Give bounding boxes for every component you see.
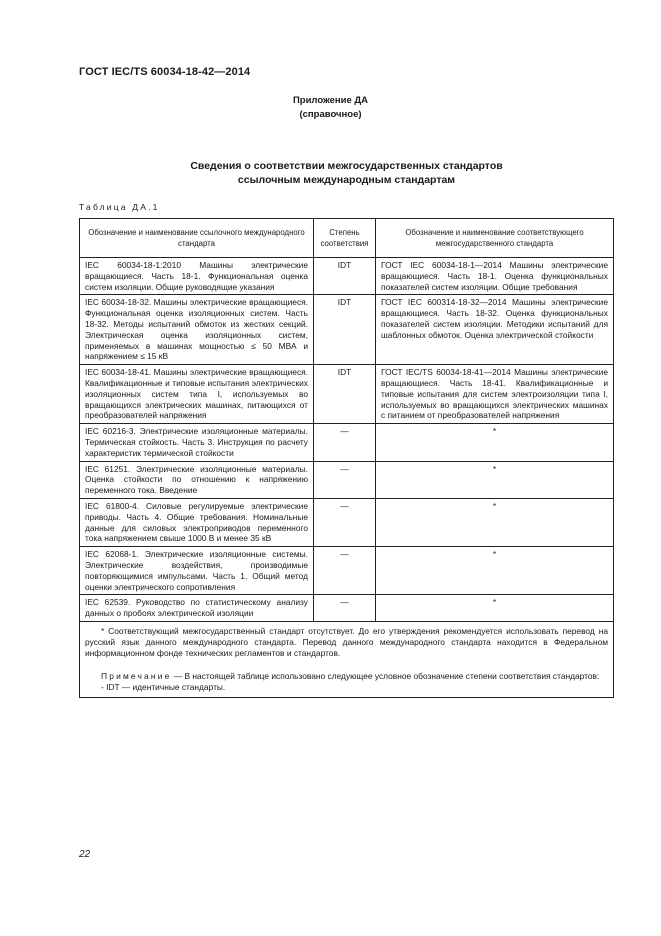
table-row [80, 461, 614, 498]
header-interstate-standard: Обозначение и наименование соответствующего межгосударственного стандарта [376, 219, 614, 258]
cell-degree: — [314, 461, 376, 498]
cell-interstate: * [376, 547, 614, 595]
table-header-row [80, 219, 614, 258]
document-code: ГОСТ IEC/TS 60034-18-42—2014 [79, 66, 251, 78]
table-row [80, 424, 614, 461]
cell-international: IEC 61251. Электрические изоляционные материалы. Оценка стойкости по отношению к напряжению переменного тока. Введение [80, 461, 314, 498]
table-row [80, 365, 614, 424]
cell-international: IEC 62068-1. Электрические изоляционные системы. Электрические воздействия, производимые повторяющимися импульсами. Часть 1. Общий метод оценки электрического сопротивления [80, 547, 314, 595]
note-label: Примечание [101, 671, 172, 682]
cell-interstate: * [376, 424, 614, 461]
table-row [80, 595, 614, 622]
appendix-heading [0, 94, 661, 122]
appendix-title: Приложение ДА [292, 95, 369, 106]
note-list-item: - IDT — идентичные стандарты. [101, 682, 226, 693]
page-number: 22 [79, 849, 91, 860]
cell-degree: — [314, 595, 376, 622]
cell-interstate: * [376, 595, 614, 622]
table-row [80, 258, 614, 295]
table-row [80, 295, 614, 365]
table-footnotes [80, 621, 614, 697]
cell-interstate: ГОСТ IEC 600314-18-32—2014 Машины электрические вращающиеся. Часть 18-32. Оценка функциональных показателей систем изоляции. Методики испытаний для шаблонных обмоток. Оценка электрической стойкости [376, 295, 614, 365]
cell-interstate: * [376, 461, 614, 498]
table-footer-row [80, 621, 614, 697]
cell-degree: — [314, 498, 376, 546]
table-row [80, 498, 614, 546]
footnote-text: * Соответствующий межгосударственный стандарт отсутствует. До его утверждения рекомендуется использовать перевод на русский язык данного международного стандарта. Перевод данного международного стандарта находится в Федеральном информационном фонде технических регламентов и стандартов. [85, 625, 608, 658]
header-international-standard: Обозначение и наименование ссылочного международного стандарта [80, 219, 314, 258]
cell-degree: IDT [314, 258, 376, 295]
correspondence-table [79, 218, 614, 698]
cell-degree: — [314, 547, 376, 595]
table-row [80, 547, 614, 595]
cell-degree: IDT [314, 295, 376, 365]
section-title [0, 159, 661, 187]
note-text: — В настоящей таблице использовано следующее условное обозначение степени соответствия стандартов: [173, 671, 600, 682]
cell-degree: — [314, 424, 376, 461]
header-degree: Степень соответствия [314, 219, 376, 258]
section-title-line1: Сведения о соответствии межгосударственных стандартов [190, 160, 503, 172]
appendix-subtitle: (справочное) [299, 109, 362, 120]
cell-international: IEC 62539. Руководство по статистическому анализу данных о пробоях электрической изоляции [80, 595, 314, 622]
section-title-line2: ссылочным международным стандартам [237, 174, 456, 186]
table-label: Таблица ДА.1 [79, 202, 160, 212]
cell-international: IEC 60034-18-1:2010 Машины электрические вращающиеся. Часть 18-1. Функциональная оценка систем изоляции. Общие руководящие указания [80, 258, 314, 295]
note-paragraph [85, 671, 608, 682]
cell-international: IEC 61800-4. Силовые регулируемые электрические приводы. Часть 4. Общие требования. Номинальные данные для силовых электроприводов переменного тока напряжением свыше 1000 В и менее 35 кВ [80, 498, 314, 546]
cell-international: IEC 60034-18-41. Машины электрические вращающиеся. Квалификационные и типовые испытания электрических изоляционных систем типа I, используемых во вращающихся электрических машинах, питающихся от преобразователей напряжения [80, 365, 314, 424]
cell-international: IEC 60216-3. Электрические изоляционные материалы. Термическая стойкость. Часть 3. Инструкция по расчету характеристик термической стойкости [80, 424, 314, 461]
cell-degree: IDT [314, 365, 376, 424]
cell-interstate: ГОСТ IEC/TS 60034-18-41—2014 Машины электрические вращающиеся. Часть 18-41. Квалификационные и типовые испытания для систем электроизоляции типа I, используемых во вращающихся электрических машинах с питанием от преобразователей напряжения [376, 365, 614, 424]
cell-international: IEC 60034-18-32. Машины электрические вращающиеся. Функциональная оценка изоляционных систем. Часть 18-32. Методы испытаний обмоток из жестких секций. Электрическая оценка изоляционных систем, применяемых в машинах мощностью ≤ 50 МВА и напряжением ≤ 15 кВ [80, 295, 314, 365]
cell-interstate: * [376, 498, 614, 546]
cell-interstate: ГОСТ IEC 60034-18-1—2014 Машины электрические вращающиеся. Часть 18-1. Оценка функциональных показателей систем изоляции. Общие требования [376, 258, 614, 295]
